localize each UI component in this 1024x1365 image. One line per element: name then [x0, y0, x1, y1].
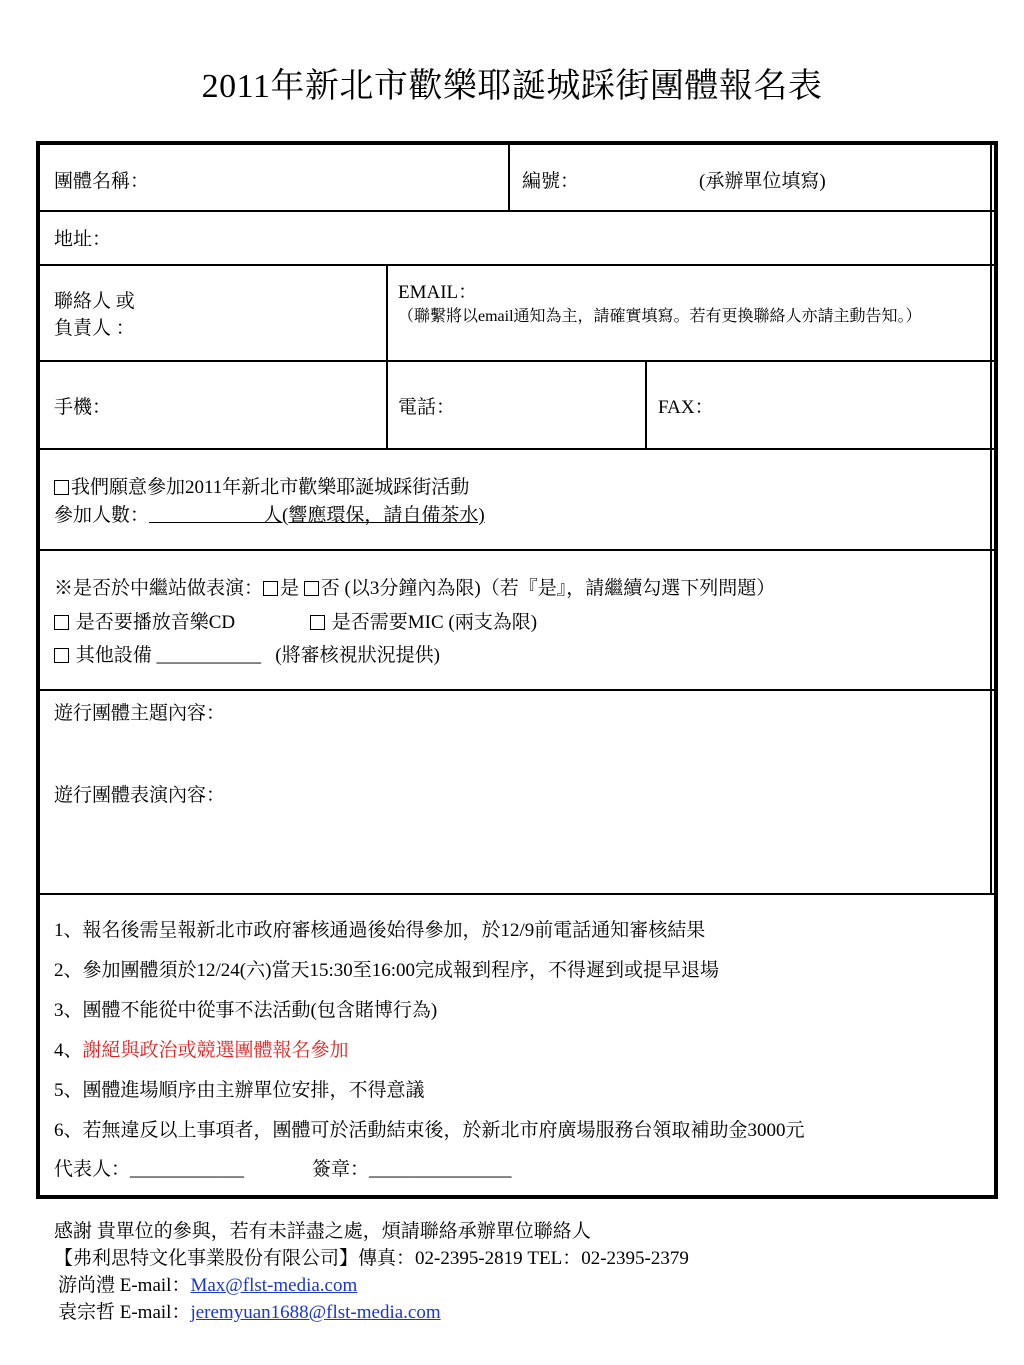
stamp-field[interactable]: 簽章：_______________ — [312, 1159, 512, 1180]
rule-text: 報名後需呈報新北市政府審核通過後始得參加，於12/9前電話通知審核結果 — [82, 920, 706, 941]
rule-text: 參加團體須於12/24(六)當天15:30至16:00完成報到程序，不得遲到或提早退場 — [82, 960, 720, 981]
form-title: 2011年新北市歡樂耶誕城踩街團體報名表 — [201, 68, 823, 105]
row-divider — [40, 448, 994, 450]
theme-field[interactable]: 遊行團體主題內容： — [54, 703, 226, 724]
rule-number: 4、 — [54, 1040, 83, 1061]
serial-note: (承辦單位填寫) — [699, 171, 826, 192]
rule-item — [54, 959, 719, 983]
mic-checkbox[interactable] — [310, 615, 325, 630]
serial-label: 編號： — [522, 171, 580, 192]
row-divider — [40, 893, 994, 895]
contact-1-email-link[interactable]: Max@flst-media.com — [190, 1275, 358, 1296]
contact-field[interactable]: 負責人 ： — [54, 318, 135, 339]
music-cd-label: 是否要播放音樂CD — [75, 612, 236, 633]
perform-yes-label: 是 — [280, 578, 300, 599]
contact-1-name: 游尚澧 E-mail： — [58, 1275, 191, 1296]
row-divider — [40, 549, 994, 551]
mic-option — [310, 611, 537, 635]
contact-2-email-link[interactable]: jeremyuan1688@flst-media.com — [190, 1302, 441, 1323]
other-equip-checkbox[interactable] — [54, 648, 69, 663]
address-field[interactable]: 地址： — [54, 229, 112, 250]
perform-yes-checkbox[interactable] — [263, 581, 278, 596]
company-info: 【弗利思特文化事業股份有限公司】傳真：02-2395-2819 TEL：02-2395-2379 — [54, 1248, 689, 1269]
perform-no-checkbox[interactable] — [304, 581, 319, 596]
rule-text: 團體進場順序由主辦單位安排，不得意議 — [82, 1080, 425, 1101]
inner-right-border — [990, 145, 992, 895]
thanks-note: 感謝 貴單位的參與，若有未詳盡之處，煩請聯絡承辦單位聯絡人 — [54, 1221, 591, 1242]
representative-field[interactable]: 代表人：____________ — [54, 1159, 245, 1180]
email-field[interactable]: EMAIL： — [398, 282, 478, 303]
fax-field[interactable]: FAX： — [658, 397, 714, 418]
rule-number: 1、 — [54, 920, 83, 941]
rule-item — [54, 1079, 425, 1103]
headcount-input[interactable] — [149, 505, 485, 526]
rule-item — [54, 919, 705, 943]
phone-field[interactable]: 電話： — [398, 397, 456, 418]
rule-text-warning: 謝絕與政治或競選團體報名參加 — [82, 1040, 349, 1061]
perform-question — [54, 577, 775, 601]
rule-item — [54, 1119, 805, 1143]
email-note: （聯繫將以email通知為主，請確實填寫。若有更換聯絡人亦請主動告知。） — [398, 308, 922, 325]
music-cd-option — [54, 611, 235, 635]
rule-number: 6、 — [54, 1120, 83, 1141]
row-divider — [40, 689, 994, 691]
headcount-label: 參加人數： — [54, 505, 150, 526]
rule-number: 5、 — [54, 1080, 83, 1101]
headcount-line — [54, 504, 485, 528]
rule-text: 團體不能從中從事不法活動(包含賭博行為) — [82, 1000, 438, 1021]
col-divider — [386, 264, 388, 450]
other-equip-label: 其他設備 — [75, 645, 152, 666]
contact-label-1: 聯絡人 或 — [54, 291, 135, 312]
col-divider — [508, 145, 510, 210]
contact-2 — [58, 1299, 441, 1327]
group-name-field[interactable]: 團體名稱： — [54, 171, 150, 192]
perform-question-prefix: ※是否於中繼站做表演： — [54, 578, 264, 599]
row-divider — [40, 264, 994, 266]
mic-label: 是否需要MIC (兩支為限) — [331, 612, 538, 633]
rule-item — [54, 1039, 349, 1063]
other-equip-input[interactable]: ___________ — [156, 645, 262, 666]
other-equip-note: (將審核視狀況提供) — [275, 645, 440, 666]
other-equip-option — [54, 644, 440, 668]
rule-number: 3、 — [54, 1000, 83, 1021]
mobile-field[interactable]: 手機： — [54, 397, 112, 418]
rule-text: 若無違反以上事項者，團體可於活動結束後，於新北市府廣場服務台領取補助金3000元 — [82, 1120, 805, 1141]
music-cd-checkbox[interactable] — [54, 615, 69, 630]
col-divider — [645, 360, 647, 450]
participate-line — [54, 476, 469, 500]
row-divider — [40, 210, 994, 212]
registration-form — [36, 141, 998, 1199]
perform-question-suffix: (以3分鐘內為限)（若『是』，請繼續勾選下列問題） — [344, 578, 776, 599]
rule-item — [54, 999, 437, 1023]
participate-text: 我們願意參加2011年新北市歡樂耶誕城踩街活動 — [71, 477, 470, 498]
row-divider — [40, 360, 994, 362]
rule-number: 2、 — [54, 960, 83, 981]
show-field[interactable]: 遊行團體表演內容： — [54, 785, 226, 806]
participate-checkbox[interactable] — [54, 480, 69, 495]
contact-2-name: 袁宗哲 E-mail： — [58, 1302, 191, 1323]
contact-1 — [58, 1272, 357, 1300]
headcount-unit: 人(響應環保，請自備茶水) — [263, 505, 485, 526]
perform-no-label: 否 — [320, 578, 340, 599]
